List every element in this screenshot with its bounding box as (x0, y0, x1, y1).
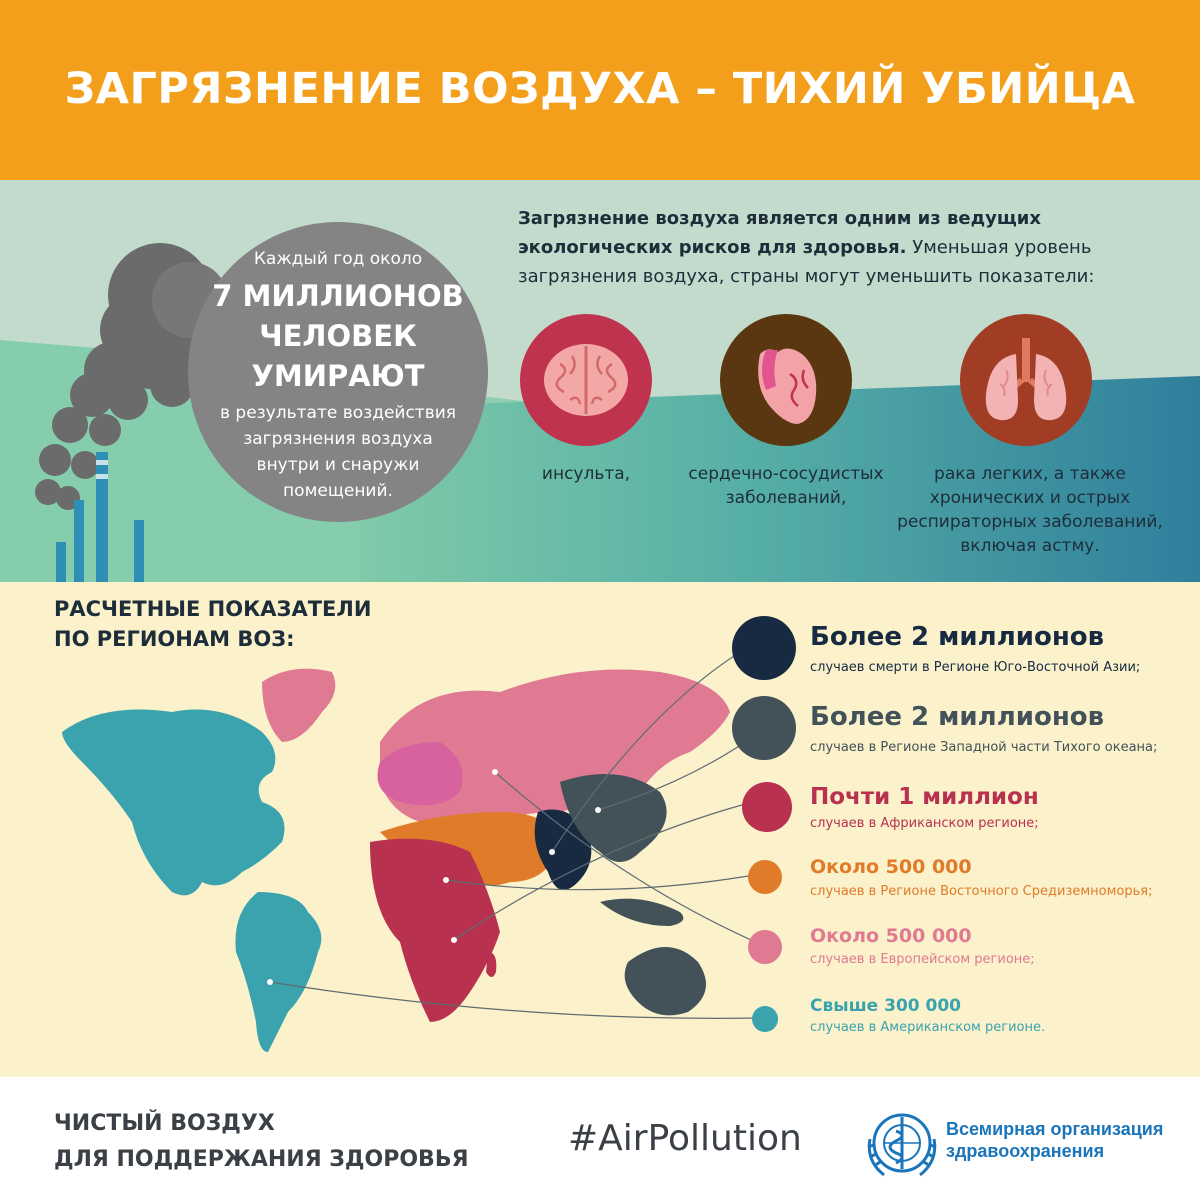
intro-rest-2: Уменьшая уровень (906, 237, 1092, 258)
who-name-line-1: Всемирная организация (946, 1119, 1164, 1139)
deaths-cause-3: внутри и снаружи (256, 455, 420, 475)
who-name (946, 1118, 1163, 1162)
stat-dot-americas (752, 1006, 778, 1032)
map-region-indonesia (600, 899, 683, 926)
deaths-number: 7 МИЛЛИОНОВ (212, 279, 464, 313)
disease-label-line: инсульта, (541, 464, 631, 484)
disease-label-line: сердечно-сосудистых (688, 464, 884, 484)
deaths-people: ЧЕЛОВЕК (259, 319, 417, 353)
stat-small-europe: случаев в Европейском регионе; (810, 952, 1035, 967)
regions-title (54, 594, 371, 654)
stat-big-africa: Почти 1 миллион (810, 784, 1039, 810)
map-region-americas (62, 710, 285, 896)
disease-label-stroke (506, 462, 666, 486)
map-region-greenland (262, 669, 335, 742)
footer-slogan (54, 1106, 469, 1178)
regions-title-line-1: РАСЧЕТНЫЕ ПОКАЗАТЕЛИ (54, 597, 372, 621)
hashtag[interactable]: #AirPollution (568, 1118, 802, 1159)
intro-line-3: загрязнения воздуха, страны могут уменьшить показатели: (518, 266, 1095, 287)
deaths-cause-2: загрязнения воздуха (243, 429, 433, 449)
stat-big-western-pacific: Более 2 миллионов (810, 702, 1105, 732)
deaths-cause-4: помещений. (283, 481, 393, 501)
header-banner (0, 0, 1200, 180)
stat-big-europe: Около 500 000 (810, 925, 972, 947)
lungs-icon (960, 314, 1092, 446)
stat-small-americas: случаев в Американском регионе. (810, 1020, 1046, 1035)
intro-text (518, 204, 1198, 291)
disease-label-line: заболеваний, (725, 488, 847, 508)
stat-big-eastern-med: Около 500 000 (810, 856, 972, 878)
who-name-line-2: здравоохранения (946, 1141, 1105, 1161)
deaths-cause-1: в результате воздействия (219, 403, 456, 423)
intro-bold-1: Загрязнение воздуха является одним из ведущих (518, 208, 1042, 229)
brain-icon (520, 314, 652, 446)
stat-big-se-asia: Более 2 миллионов (810, 622, 1105, 652)
map-region-australia (625, 947, 706, 1015)
footer-slogan-line-1: ЧИСТЫЙ ВОЗДУХ (54, 1111, 275, 1136)
stat-big-americas: Свыше 300 000 (810, 996, 961, 1016)
disease-label-line: хронических и острых (929, 488, 1131, 508)
heart-icon (720, 314, 852, 446)
disease-label-line: респираторных заболеваний, (897, 512, 1163, 532)
deaths-die: УМИРАЮТ (251, 359, 425, 393)
stat-small-western-pacific: случаев в Регионе Западной части Тихого океана; (810, 740, 1158, 755)
disease-label-lungs (880, 462, 1180, 558)
intro-bold-2: экологических рисков для здоровья. (518, 237, 907, 258)
stat-small-se-asia: случаев смерти в Регионе Юго-Восточной Азии; (810, 660, 1141, 675)
deaths-statement (188, 222, 488, 522)
stat-small-eastern-med: случаев в Регионе Восточного Средиземноморья; (810, 884, 1153, 899)
who-emblem-icon (862, 1103, 942, 1183)
disease-label-cardio (676, 462, 896, 510)
page-title: ЗАГРЯЗНЕНИЕ ВОЗДУХА – ТИХИЙ УБИЙЦА (64, 64, 1136, 114)
deaths-intro: Каждый год около (253, 249, 423, 269)
disease-label-line: включая астму. (960, 536, 1100, 556)
map-region-americas-south (235, 892, 321, 1052)
regions-title-line-2: ПО РЕГИОНАМ ВОЗ: (54, 627, 295, 651)
stat-dot-eastern-med (748, 860, 782, 894)
footer-slogan-line-2: ДЛЯ ПОДДЕРЖАНИЯ ЗДОРОВЬЯ (54, 1147, 469, 1172)
stat-dot-western-pacific (732, 696, 796, 760)
disease-label-line: рака легких, а также (934, 464, 1126, 484)
stat-dot-europe (748, 930, 782, 964)
stat-dot-africa (742, 782, 792, 832)
stat-dot-se-asia (732, 616, 796, 680)
stat-small-africa: случаев в Африканском регионе; (810, 816, 1039, 831)
